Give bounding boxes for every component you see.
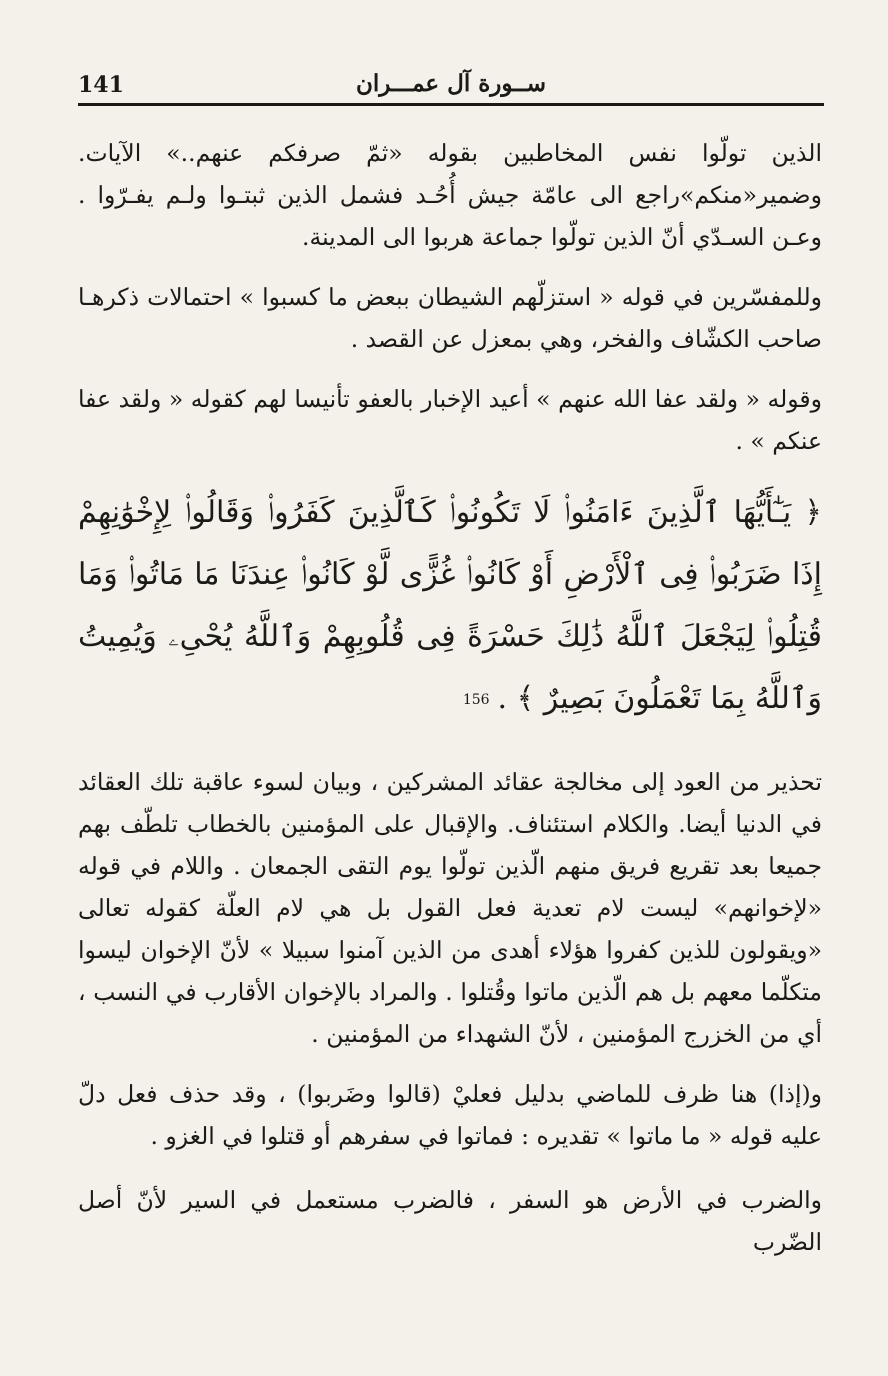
paragraph-intro: الذين تولّوا نفس المخاطبين بقوله «ثمّ صرفكم عنهم..» الآيات. وضمير«منكم»راجع الى عامّة جيش أُحُـد فشمل الذين ثبتـوا ولـم يفـرّوا . وعـن السـدّي أنّ الذين تولّوا جماعة هربوا الى المدينة. xyxy=(78,139,822,251)
running-title: ســورة آل عمـــران xyxy=(355,70,547,97)
paragraph-commentary-2: و(إذا) هنا ظرف للماضي بدليل فعليْ (قالوا وضَربوا) ، وقد حذف فعل دلّ عليه قوله « ما ماتوا » تقديره : فماتوا في سفرهم أو قتلوا في الغزو . xyxy=(78,1080,822,1150)
paragraph-afw: وقوله « ولقد عفا الله عنهم » أعيد الإخبار بالعفو تأنيسا لهم كقوله « ولقد عفا عنكم » . xyxy=(78,385,822,455)
page-body xyxy=(78,132,822,1281)
page-number: 141 xyxy=(78,72,124,98)
paragraph-mufassirin: وللمفسّرين في قوله « استزلّهم الشيطان ببعض ما كسبوا » احتمالات ذكرهـا صاحب الكشّاف والفخر، وهي بمعزل عن القصد . xyxy=(78,283,822,353)
page-header xyxy=(78,70,824,104)
paragraph-commentary-1: تحذير من العود إلى مخالجة عقائد المشركين ، وبيان لسوء عاقبة تلك العقائد في الدنيا أيضا. والكلام استئناف. والإقبال على المؤمنين بالخطاب تلطّف بهم جميعا بعد تقريع فريق منهم الّذين تولّوا يوم التقى الجمعان . واللام في قوله «لإخوانهم» ليست لام تعدية فعل القول بل هي لام العلّة كقوله تعالى «ويقولون للذين كفروا هؤلاء أهدى من الذين آمنوا سبيلا » لأنّ الإخوان ليسوا متكلّما معهم بل هم الّذين ماتوا وقُتلوا . والمراد بالإخوان الأقارب في النسب ، أي من الخزرج المؤمنين ، لأنّ الشهداء من المؤمنين . xyxy=(78,768,822,1048)
paragraph-commentary-3: والضرب في الأرض هو السفر ، فالضرب مستعمل في السير لأنّ أصل الضّرب xyxy=(78,1186,822,1256)
header-divider xyxy=(78,103,824,106)
verse-text: ﴿ يَـٰٓأَيُّهَا ٱلَّذِينَ ءَامَنُوا۟ لَا تَكُونُوا۟ كَٱلَّذِينَ كَفَرُوا۟ وَقَالُوا۟ لِإِخْوَٰنِهِمْ إِذَا ضَرَبُوا۟ فِى ٱلْأَرْضِ أَوْ كَانُوا۟ غُزًّى لَّوْ كَانُوا۟ عِندَنَا مَا مَاتُوا۟ وَمَا قُتِلُوا۟ لِيَجْعَلَ ٱللَّهُ ذَٰلِكَ حَسْرَةً فِى قُلُوبِهِمْ وَٱللَّهُ يُحْىِۦ وَيُمِيتُ وَٱللَّهُ بِمَا تَعْمَلُونَ بَصِيرٌ ﴾ . xyxy=(78,495,822,716)
quran-verse xyxy=(78,482,822,731)
verse-number: 156 xyxy=(462,692,490,708)
